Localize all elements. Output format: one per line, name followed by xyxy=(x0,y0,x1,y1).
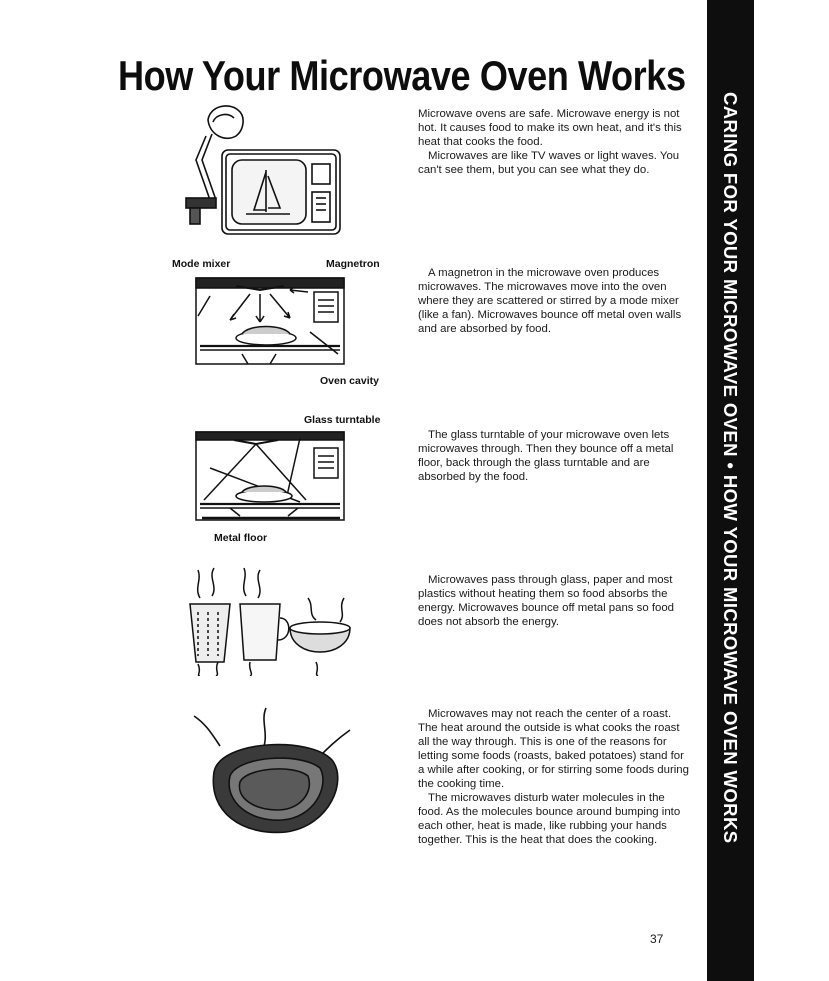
paragraph: The glass turntable of your microwave oven lets microwaves through. Then they bounce off a metal floor, back through the glass turntable and are absorbed by the food. xyxy=(418,429,674,483)
paragraph: The microwaves disturb water molecules in the food. As the molecules bounce around bumping into each other, heat is made, like rubbing your hands together. This is the heat that does the cooking. xyxy=(418,792,681,846)
page-number: 37 xyxy=(650,932,664,946)
paragraph: Microwave ovens are safe. Microwave energy is not hot. It causes food to make its own heat, and it's this heat that cooks the food. xyxy=(418,108,682,148)
roast-paragraphs xyxy=(418,707,690,847)
containers-illustration xyxy=(184,564,354,676)
label-glass-turntable: Glass turntable xyxy=(304,414,381,426)
paragraph: A magnetron in the microwave oven produces microwaves. The microwaves move into the oven where they are scattered or stirred by a mode mixer (like a fan). Microwaves bounce off metal oven walls and are absorbed by food. xyxy=(418,267,682,335)
paragraph: Microwaves may not reach the center of a roast. The heat around the outside is what cooks the roast all the way through. This is one of the reasons for letting some foods (roasts, baked potatoes) stand for a while after cooking, or for stirring some foods during the cooking time. xyxy=(418,708,689,790)
materials-paragraph xyxy=(418,573,690,629)
oven-cavity-diagram xyxy=(190,272,350,372)
paragraph: Microwaves are like TV waves or light waves. You can't see them, but you can see what they do. xyxy=(418,150,680,176)
intro-paragraphs xyxy=(418,107,690,177)
section-side-tab xyxy=(707,0,754,981)
turntable-paragraph xyxy=(418,428,690,484)
label-oven-cavity: Oven cavity xyxy=(320,375,379,387)
page-title: How Your Microwave Oven Works xyxy=(118,52,686,99)
magnetron-paragraph xyxy=(418,266,690,336)
label-metal-floor: Metal floor xyxy=(214,532,268,544)
side-tab-label: CARING FOR YOUR MICROWAVE OVEN • HOW YOUR MICROWAVE OVEN WORKS xyxy=(720,92,741,844)
roast-illustration xyxy=(190,706,360,838)
paragraph: Microwaves pass through glass, paper and most plastics without heating them so food absorbs the energy. Microwaves bounce off metal pans so food does not absorb the energy. xyxy=(418,574,675,628)
label-mode-mixer: Mode mixer xyxy=(172,258,231,270)
turntable-diagram xyxy=(190,428,350,526)
label-magnetron: Magnetron xyxy=(326,258,380,270)
tv-lamp-illustration xyxy=(180,100,350,240)
